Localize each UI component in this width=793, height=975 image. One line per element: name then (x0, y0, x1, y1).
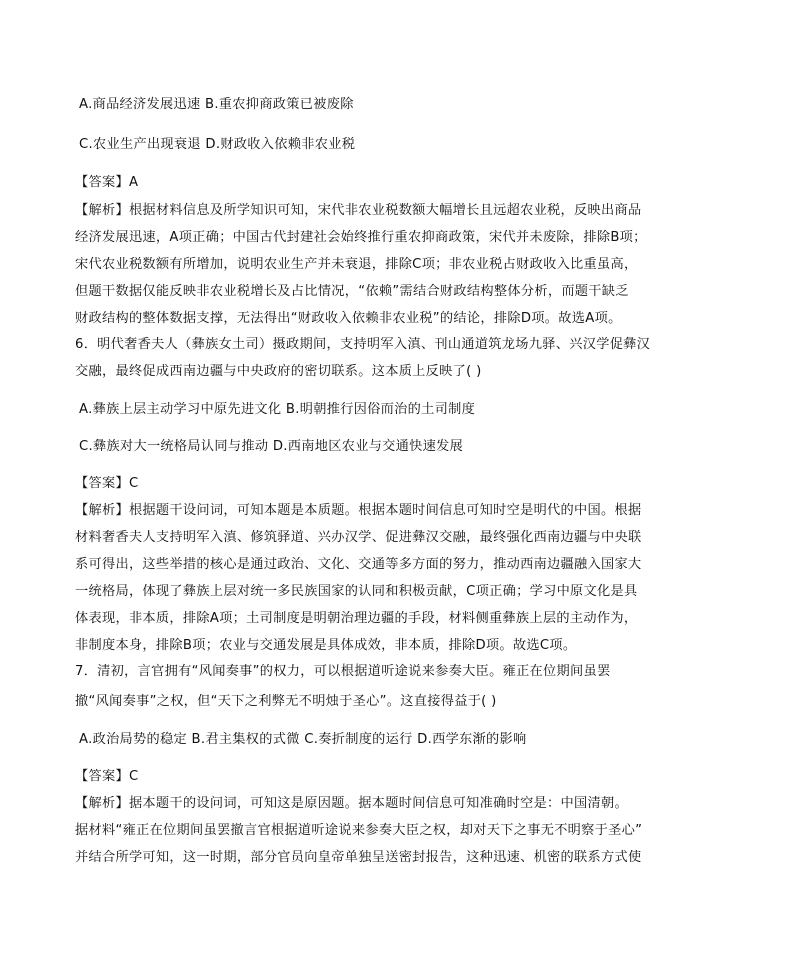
q6-analysis-line-6: 非制度本身，排除B项；农业与交通发展是具体成效，非本质，排除D项。故选C项。 (75, 638, 577, 653)
q6-stem-line-2: 交融，最终促成西南边疆与中央政府的密切联系。这本质上反映了( ) (75, 364, 482, 379)
q5-analysis-line-2: 经济发展迅速，A项正确；中国古代封建社会始终推行重农抑商政策，宋代并未废除，排除B项； (75, 230, 647, 245)
q6-stem-line-1: 6．明代奢香夫人（彝族女土司）摄政期间，支持明军入滇、刊山通道筑龙场九驿、兴汉学促彝汉 (75, 337, 651, 352)
q7-answer: 【答案】C (75, 769, 139, 784)
q5-options-ab: A.商品经济发展迅速 B.重农抑商政策已被废除 (79, 97, 354, 112)
q6-analysis-line-1: 【解析】根据题干设问词，可知本题是本质题。根据本题时间信息可知时空是明代的中国。根据 (75, 503, 642, 518)
q6-options-ab: A.彝族上层主动学习中原先进文化 B.明朝推行因俗而治的土司制度 (79, 402, 476, 417)
q5-analysis-line-4: 但题干数据仅能反映非农业税增长及占比情况，“依赖”需结合财政结构整体分析，而题干缺乏 (75, 284, 629, 299)
q6-answer: 【答案】C (75, 476, 139, 491)
q5-answer: 【答案】A (75, 175, 139, 190)
q6-analysis-line-4: 一统格局，体现了彝族上层对统一多民族国家的认同和积极贡献，C项正确；学习中原文化是具 (75, 584, 638, 599)
q7-analysis-line-3: 并结合所学可知，这一时期，部分官员向皇帝单独呈送密封报告，这种迅速、机密的联系方式使 (75, 850, 642, 865)
q6-analysis-line-2: 材料奢香夫人支持明军入滇、修筑驿道、兴办汉学、促进彝汉交融，最终强化西南边疆与中央联 (75, 530, 642, 545)
q6-analysis-line-3: 系可得出，这些举措的核心是通过政治、文化、交通等多方面的努力，推动西南边疆融入国家大 (75, 557, 642, 572)
q7-analysis-line-2: 据材料“雍正在位期间虽罢撤言官根据道听途说来参奏大臣之权，却对天下之事无不明察于圣心” (75, 823, 643, 838)
q5-analysis-line-3: 宋代农业税数额有所增加，说明农业生产并未衰退，排除C项；非农业税占财政收入比重虽高， (75, 257, 638, 272)
q6-analysis-line-5: 体表现，非本质，排除A项；土司制度是明朝治理边疆的手段，材料侧重彝族上层的主动作为， (75, 611, 638, 626)
q7-stem-line-2: 撤“风闻奏事”之权，但“天下之利弊无不明烛于圣心”。这直接得益于( ) (75, 694, 497, 709)
q5-analysis-line-5: 财政结构的整体数据支撑，无法得出“财政收入依赖非农业税”的结论，排除D项。故选A项。 (75, 311, 622, 326)
q5-options-cd: C.农业生产出现衰退 D.财政收入依赖非农业税 (79, 137, 356, 152)
q7-stem-line-1: 7．清初，言官拥有“风闻奏事”的权力，可以根据道听途说来参奏大臣。雍正在位期间虽罢 (75, 664, 611, 679)
q7-analysis-line-1: 【解析】据本题干的设问词，可知这是原因题。据本题时间信息可知准确时空是：中国清朝。 (75, 796, 628, 811)
q7-options: A.政治局势的稳定 B.君主集权的式微 C.奏折制度的运行 D.西学东渐的影响 (79, 732, 527, 747)
q5-analysis-line-1: 【解析】根据材料信息及所学知识可知，宋代非农业税数额大幅增长且远超农业税，反映出商品 (75, 203, 642, 218)
q6-options-cd: C.彝族对大一统格局认同与推动 D.西南地区农业与交通快速发展 (79, 439, 464, 454)
